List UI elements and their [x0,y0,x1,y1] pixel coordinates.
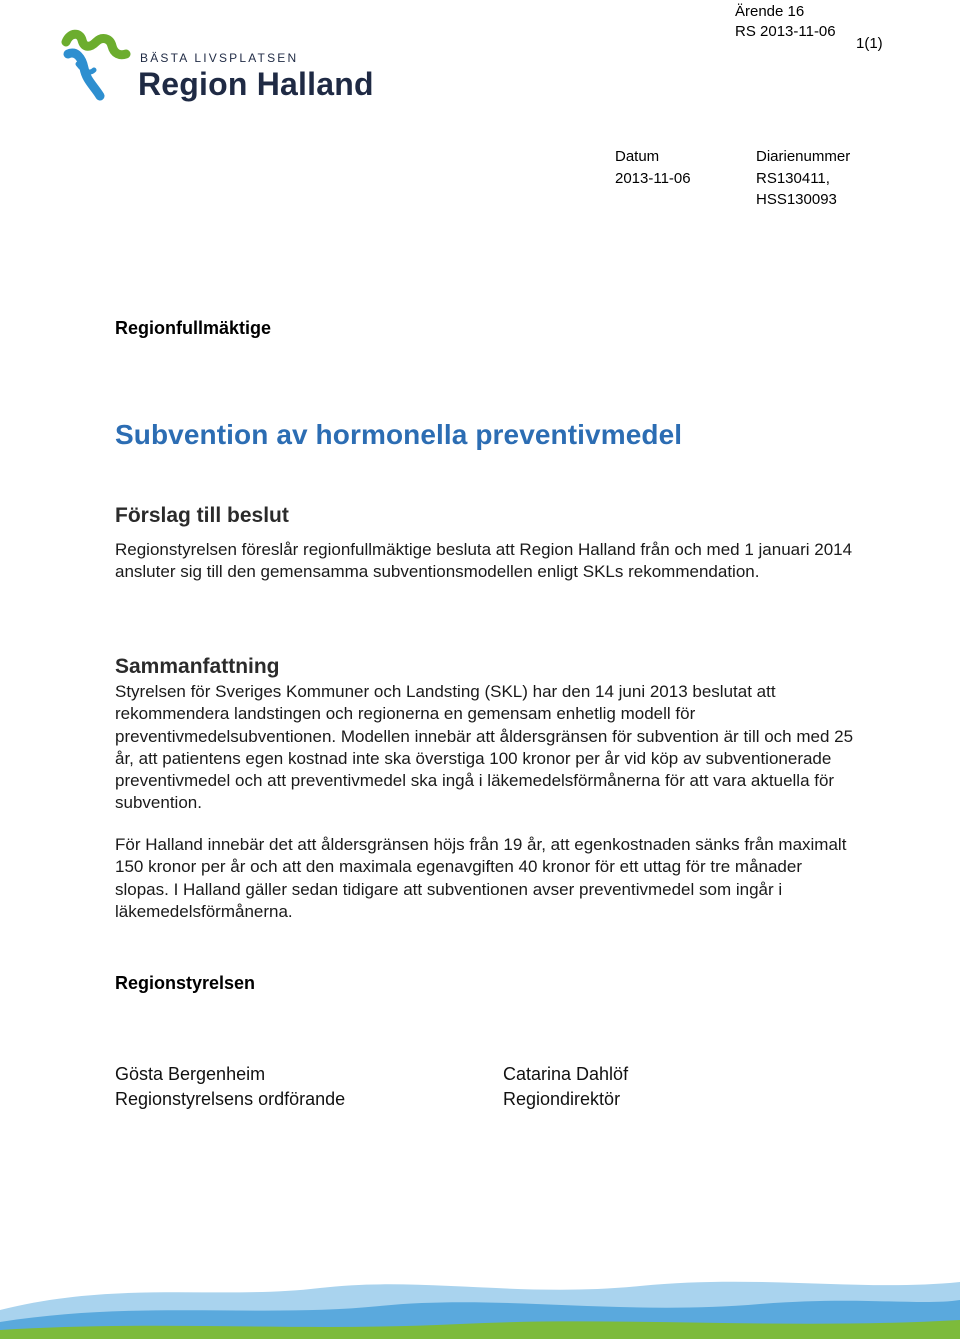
summary-paragraph-1: Styrelsen för Sveriges Kommuner och Landsting (SKL) har den 14 juni 2013 beslutat att rekommendera landstingen och regionerna en gemensam enhetlig modell för preventivmedelsubventionen. Modellen innebär att åldersgränsen för subvention är till och med 25 år, att patientens egen kostnad inte ska överstiga 100 kronor per år vid köp av subventionerade preventivmedel och att preventivmedel ska ingå i läkemedelsförmånerna för att vara aktuella för subvention. [115,682,854,813]
signature-role-2: Regiondirektör [503,1089,621,1109]
document-title: Subvention av hormonella preventivmedel [115,419,683,450]
summary-text-1 [115,681,855,815]
region-halland-logo [60,28,380,108]
footer-landscape-band [0,1270,960,1339]
reference-value-1: RS130411, [756,170,830,187]
recipient: Regionfullmäktige [115,318,272,338]
summary-paragraph-2: För Halland innebär det att åldersgränsen höjs från 19 år, att egenkostnaden sänks från maximalt 150 kronor per år och att den maximala egenavgiften 40 kronor för ett uttag för tre månader slopas. I Halland gäller sedan tidigare att subventionen avser preventivmedel som ingår i läkemedelsförmånerna. [115,835,847,921]
date-label: Datum [615,148,660,165]
reference-label: Diarienummer [756,148,851,165]
page-number: 1(1) [856,35,883,52]
case-reference: RS 2013-11-06 [735,23,836,40]
signature-name-1: Gösta Bergenheim [115,1064,266,1084]
logo-tagline: BÄSTA LIVSPLATSEN [140,51,299,65]
reference-value-2: HSS130093 [756,191,837,208]
case-label: Ärende 16 [735,3,805,20]
proposal-paragraph: Regionstyrelsen föreslår regionfullmäktige besluta att Region Halland från och med 1 januari 2014 ansluter sig till den gemensamma subventionsmodellen enligt SKLs rekommendation. [115,540,853,582]
board-name: Regionstyrelsen [115,973,256,993]
summary-text-2 [115,834,855,923]
proposal-heading: Förslag till beslut [115,504,289,527]
signature-name-2: Catarina Dahlöf [503,1064,629,1084]
signature-role-1: Regionstyrelsens ordförande [115,1089,346,1109]
date-value: 2013-11-06 [615,170,691,187]
proposal-text [115,539,855,584]
region-halland-logo-mark [60,28,136,104]
logo-name: Region Halland [138,66,374,102]
summary-heading: Sammanfattning [115,655,280,678]
